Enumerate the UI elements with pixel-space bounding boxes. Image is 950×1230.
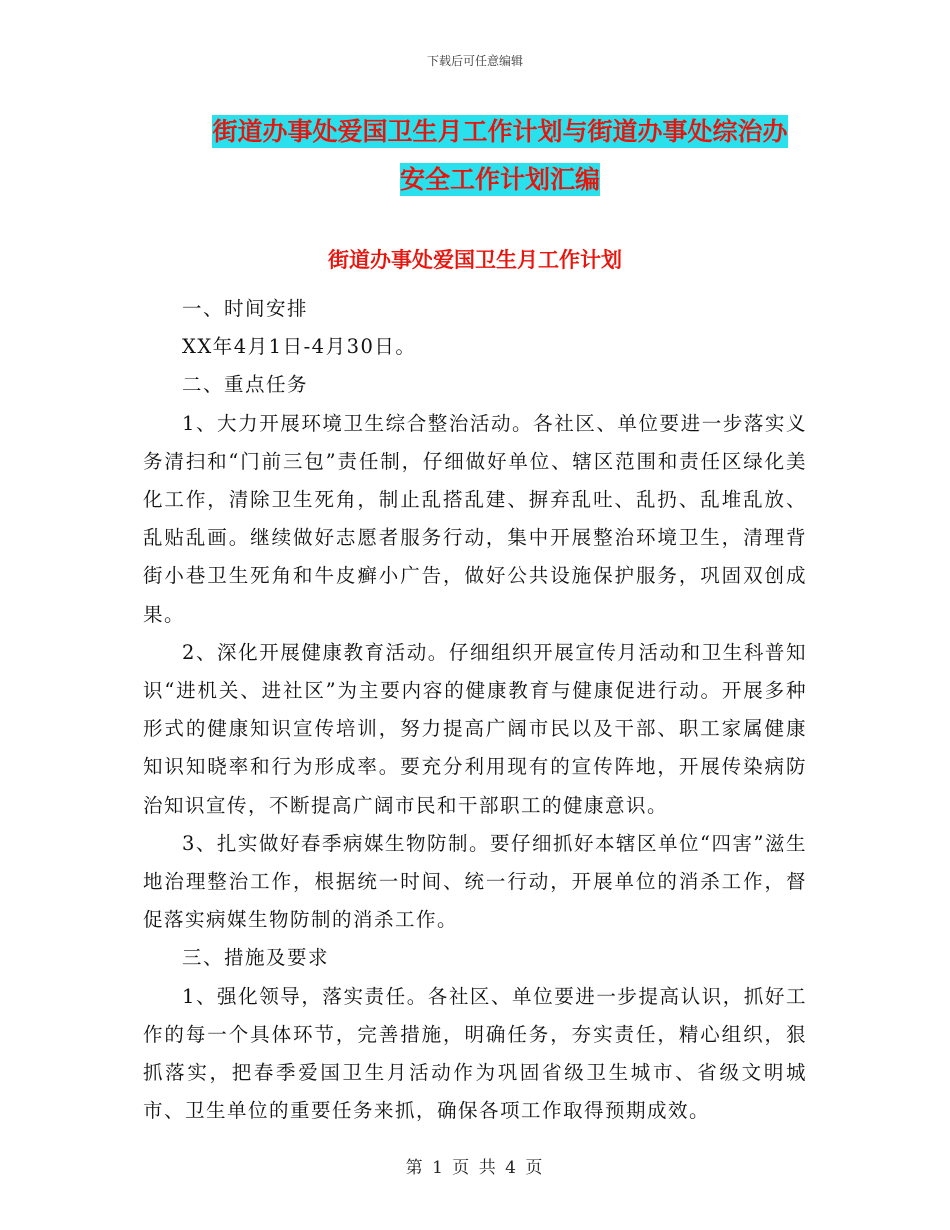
document-title-line1: 街道办事处爱国卫生月工作计划与街道办事处综治办 [212,117,788,146]
paragraph: 1、大力开展环境卫生综合整治活动。各社区、单位要进一步落实义务清扫和“门前三包”责任制，仔细做好单位、辖区范围和责任区绿化美化工作，清除卫生死角，制止乱搭乱建、摒弃乱吐、乱扔、乱堆乱放、乱贴乱画。继续做好志愿者服务行动，集中开展整治环境卫生，清理背街小巷卫生死角和牛皮癣小广告，做好公共设施保护服务，巩固双创成果。 [143,411,807,626]
section-title: 街道办事处爱国卫生月工作计划 [328,247,622,272]
paragraph: 一、时间安排 [182,297,309,320]
document-title [140,108,860,204]
header-note: 下载后可任意编辑 [426,54,523,68]
paragraph: 3、扎实做好春季病媒生物防制。要仔细抓好本辖区单位“四害”滋生地治理整治工作，根据统一时间、统一行动，开展单位的消杀工作，督促落实病媒生物防制的消杀工作。 [143,831,807,932]
paragraph: 二、重点任务 [182,373,309,397]
paragraph: XX年4月1日-4月30日。 [182,335,417,359]
paragraph: 1、强化领导，落实责任。各社区、单位要进一步提高认识，抓好工作的每一个具体环节，完善措施，明确任务，夯实责任，精心组织，狠抓落实，把春季爱国卫生月活动作为巩固省级卫生城市、省级文明城市、卫生单位的重要任务来抓，确保各项工作取得预期成效。 [143,984,807,1123]
paragraph: 2、深化开展健康教育活动。仔细组织开展宣传月活动和卫生科普知识“进机关、进社区”为主要内容的健康教育与健康促进行动。开展多种形式的健康知识宣传培训，努力提高广阔市民以及干部、职工家属健康知识知晓率和行为形成率。要充分利用现有的宣传阵地，开展传染病防治知识宣传，不断提高广阔市民和干部职工的健康意识。 [143,640,807,817]
paragraph: 三、措施及要求 [182,946,330,970]
page-footer: 第 1 页 共 4 页 [405,1158,545,1178]
document-body [143,290,807,1130]
document-title-line2: 安全工作计划汇编 [399,165,600,194]
